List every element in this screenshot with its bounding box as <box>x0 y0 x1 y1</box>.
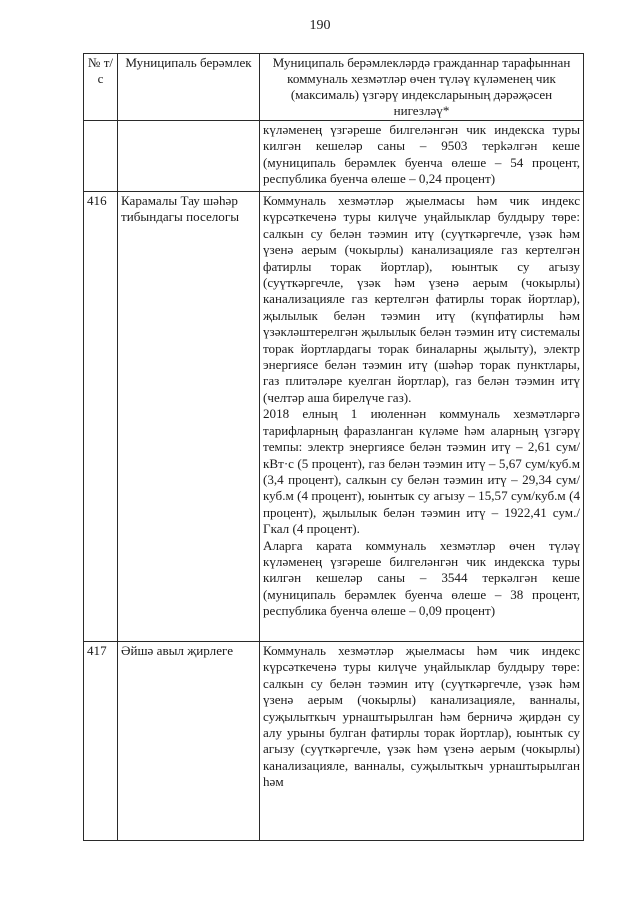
cell-empty-number <box>84 121 118 192</box>
table-row <box>84 192 584 642</box>
municipality-name: Әйшә авыл җирлеге <box>118 642 260 841</box>
paragraph: Коммуналь хезмәтләр җыелмасы һәм чик индекс күрсәткеченә туры килүче уңайлыклар булдыру төре: салкын су белән тәэмин итү (суүткәргечле, үзәк һәм үзенә аерым (чокырлы) канализацияле газ кертелгән фатирлы торак йортлар), юынтык су агызу (суүткәргечле, үзәк һәм үзенә аерым (чокырлы) канализацияле газ кертелгән фатирлы торак йортлар), җылылык белән тәэмин итү (күпфатирлы һәм үзәкләштерелгән җылылык белән тәэмин итү системалы торак йортлардагы торак биналарны җылыту), электр энергиясе белән тәэмин итү (шәһәр торак пунктлары, газ плитәләре куелган йортлар), газ белән тәэмин итү (челтәр аша бирелүче газ). <box>263 193 580 405</box>
table-row-continuation <box>84 121 584 192</box>
row-number: 416 <box>84 192 118 642</box>
page-number: 190 <box>309 18 331 33</box>
paragraph: Аларга карата коммуналь хезмәтләр өчен түләү күләменең үзгәреше билгеләнгән чик индекска туры килгән кешеләр саны – 3544 теркәлгән кеше (муниципаль берәмлек буенча өлеше – 38 процент, республика буенча өлеше – 0,09 процент) <box>263 537 580 619</box>
municipality-name: Карамалы Тау шәһәр тибындагы поселогы <box>118 192 260 642</box>
header-number: № т/с <box>84 54 118 121</box>
row-number: 417 <box>84 642 118 841</box>
row-description <box>260 192 584 642</box>
municipality-table <box>83 53 584 841</box>
continuation-text: күләменең үзгәреше билгеләнгән чик индекска туры килгән кешеләр саны – 9503 терkәлгән кеше (муниципаль берәмлек буенча өлеше – 54 процент, республика буенча өлеше – 0,24 процент) <box>263 122 580 187</box>
table-row <box>84 642 584 841</box>
header-basis: Муниципаль берәмлекләрдә гражданнар тарафыннан коммуналь хезмәтләр өчен түләү күләменең чик (максималь) үзгәрү индексларының дәрәҗәсен нигезләү* <box>260 54 584 121</box>
header-municipality: Муниципаль берәмлек <box>118 54 260 121</box>
row-description <box>260 642 584 841</box>
paragraph: Коммуналь хезмәтләр җыелмасы һәм чик индекс күрсәткеченә туры килүче уңайлыклар булдыру төре: салкын су белән тәэмин итү (суүткәргечле, үзәк һәм үзенә аерым (чокырлы) канализацияле, ванналы, суҗылыткыч урнаштырылган һәм берничә җирдән су алу урыны булган фатирлы торак йортлар), юынтык су агызу (суүткәргечле, үзәк һәм үзенә аерым (чокырлы) канализацияле, ванналы, суҗылыткыч урнаштырылган һәм <box>263 643 580 790</box>
table-header-row <box>84 54 584 121</box>
cell-continuation <box>260 121 584 192</box>
cell-empty-municipality <box>118 121 260 192</box>
paragraph: 2018 елның 1 июленнән коммуналь хезмәтләргә тарифларның фаразланган күләме һәм аларның үзгәрү темпы: электр энергиясе белән тәэмин итү – 2,61 сум/кВт·с (5 процент), газ белән тәэмин итү – 5,67 сум/куб.м (3,4 процент), салкын су белән тәэмин итү – 29,34 сум/куб.м (4 процент), юынтык су агызу – 15,57 сум/куб.м (4 процент), җылылык белән тәэмин итү – 1922,41 сум./Гкал (4 процент). <box>263 406 580 537</box>
